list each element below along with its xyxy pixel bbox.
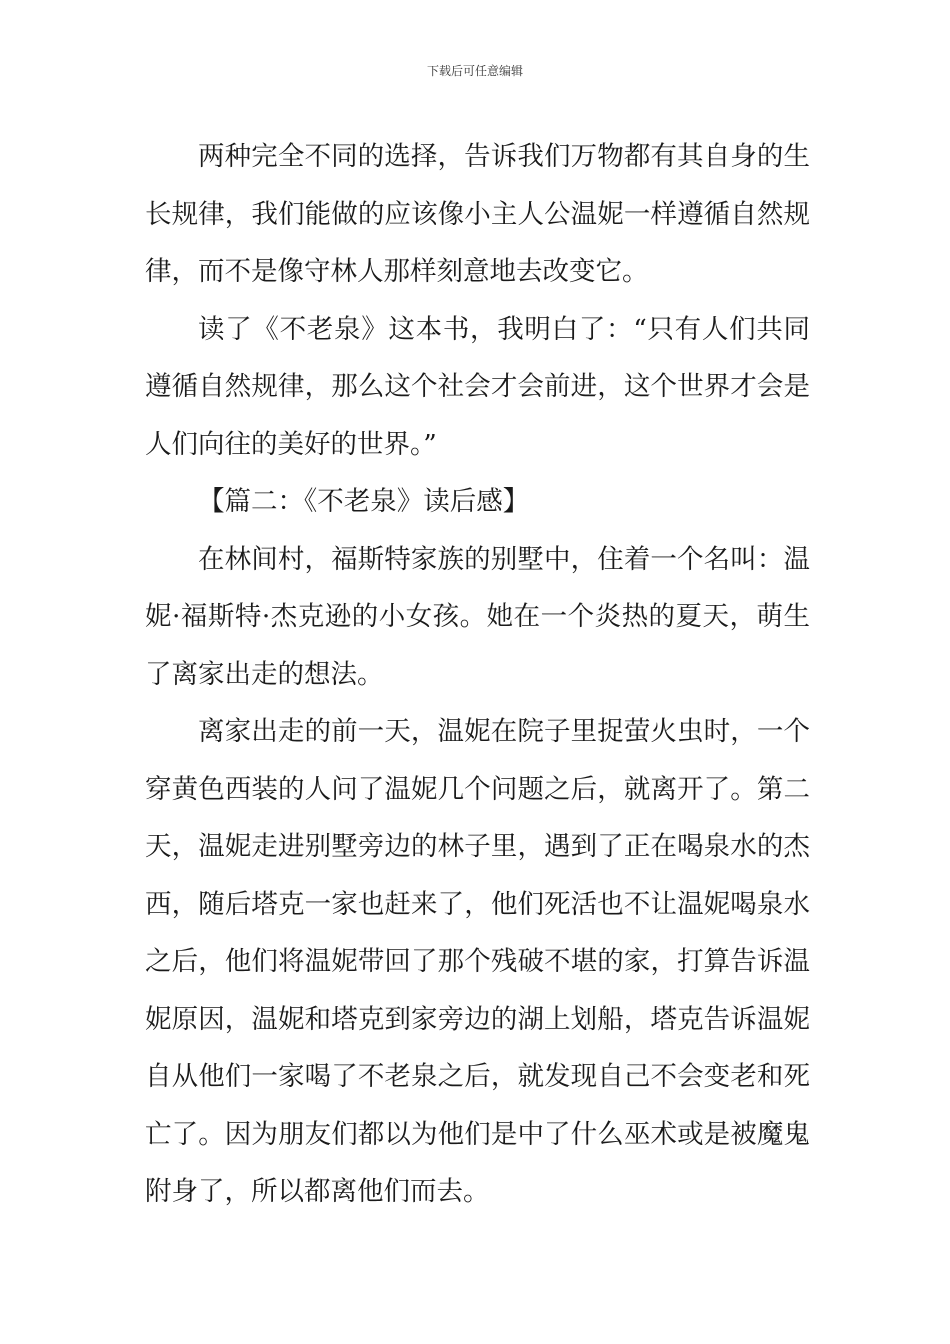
- paragraph-1: 两种完全不同的选择，告诉我们万物都有其自身的生长规律，我们能做的应该像小主人公温妮一样遵循自然规律，而不是像守林人那样刻意地去改变它。: [145, 141, 810, 287]
- document-body: [145, 128, 810, 1221]
- page-header: 下载后可任意编辑: [426, 64, 523, 78]
- paragraph-3: 在林间村，福斯特家族的别墅中，住着一个名叫：温妮·福斯特·杰克逊的小女孩。她在一个炎热的夏天，萌生了离家出走的想法。: [145, 543, 810, 690]
- paragraph-2: 读了《不老泉》这本书，我明白了：“只有人们共同遵循自然规律，那么这个社会才会前进，这个世界才会是人们向往的美好的世界。”: [145, 313, 810, 460]
- paragraph-4: 离家出走的前一天，温妮在院子里捉萤火虫时，一个穿黄色西装的人问了温妮几个问题之后，就离开了。第二天，温妮走进别墅旁边的林子里，遇到了正在喝泉水的杰西，随后塔克一家也赶来了，他们死活也不让温妮喝泉水之后，他们将温妮带回了那个残破不堪的家，打算告诉温妮原因，温妮和塔克到家旁边的湖上划船，塔克告诉温妮自从他们一家喝了不老泉之后，就发现自己不会变老和死亡了。因为朋友们都以为他们是中了什么巫术或是被魔鬼附身了，所以都离他们而去。: [145, 716, 810, 1207]
- section-heading: 【篇二：《不老泉》读后感】: [198, 486, 530, 517]
